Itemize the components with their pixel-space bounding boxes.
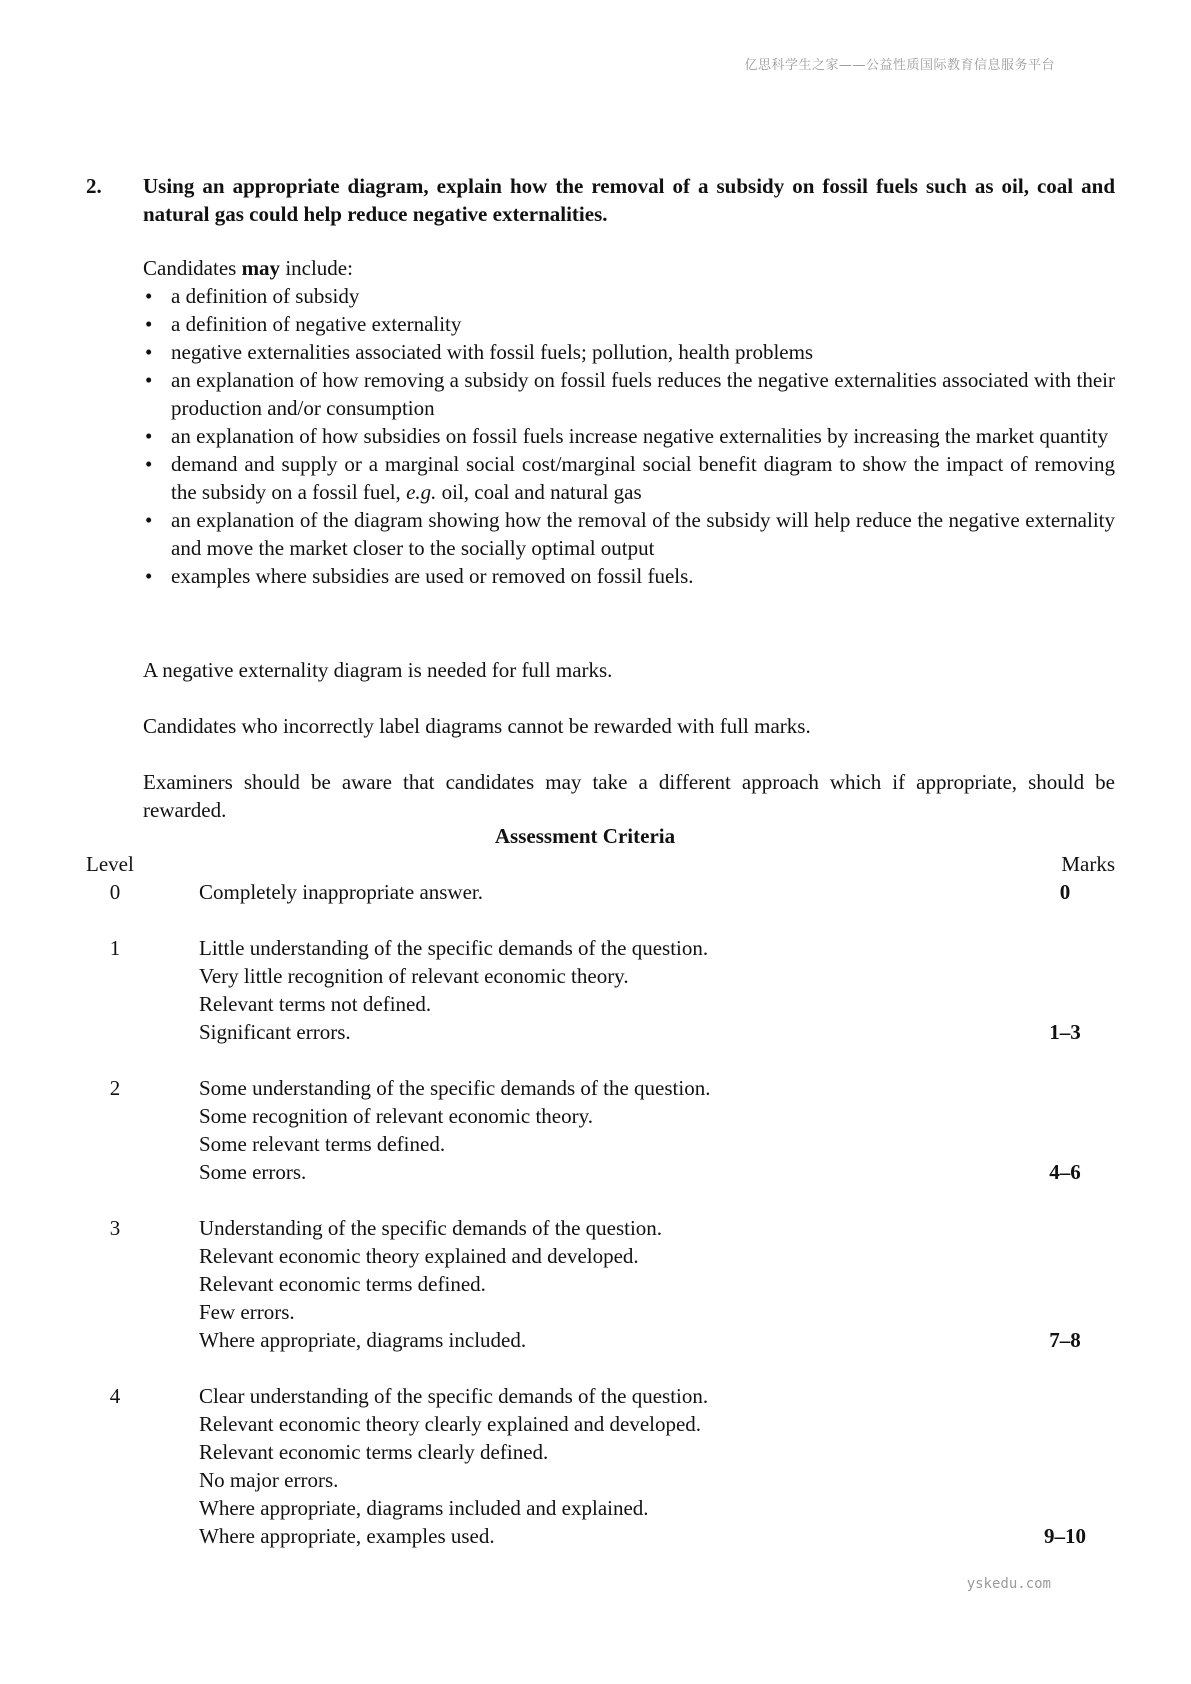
level-number: 1 <box>109 936 121 960</box>
level-line: Some understanding of the specific demands of the question. <box>199 1076 711 1100</box>
level-description <box>199 878 999 906</box>
diagram-bullet-after: oil, coal and natural gas <box>436 480 642 504</box>
level-line: Where appropriate, diagrams included. <box>199 1328 527 1352</box>
level-marks: 4–6 <box>1049 1160 1081 1184</box>
intro-prefix: Candidates <box>143 256 242 280</box>
level-marks: 0 <box>1059 880 1071 904</box>
note-different-approach: Examiners should be aware that candidates may take a different approach which if appropriate, should be rewarded. <box>143 770 1115 822</box>
list-item: • an explanation of the diagram showing how the removal of the subsidy will help reduce the negative externality and move the market closer to the socially optimal output <box>143 506 1115 562</box>
list-item: • a definition of subsidy <box>143 282 1115 310</box>
level-marks: 9–10 <box>1044 1524 1086 1548</box>
level-marks: 1–3 <box>1049 1020 1081 1044</box>
list-item: • negative externalities associated with fossil fuels; pollution, health problems <box>143 338 1115 366</box>
level-line: Some errors. <box>199 1160 307 1184</box>
list-item: • examples where subsidies are used or removed on fossil fuels. <box>143 562 1115 590</box>
diagram-bullet-italic: e.g. <box>406 480 437 504</box>
list-item: • an explanation of how removing a subsidy on fossil fuels reduces the negative externalities associated with their production and/or consumption <box>143 366 1115 422</box>
watermark-header: 亿思科学生之家——公益性质国际教育信息服务平台 <box>744 58 1055 73</box>
level-line: Where appropriate, examples used. <box>199 1524 495 1548</box>
marks-column-header: Marks <box>1061 852 1115 876</box>
level-line: Few errors. <box>199 1300 295 1324</box>
diagram-bullet-before: demand and supply or a marginal social cost/marginal social benefit diagram to show the impact of removing the subsidy on a fossil fuel, <box>171 452 1115 504</box>
level-line: No major errors. <box>199 1468 339 1492</box>
question-number: 2. <box>86 174 102 198</box>
level-line: Significant errors. <box>199 1020 351 1044</box>
level-line: Where appropriate, diagrams included and explained. <box>199 1496 649 1520</box>
level-number: 4 <box>109 1384 121 1408</box>
level-marks: 7–8 <box>1049 1328 1081 1352</box>
intro-suffix: include: <box>280 256 353 280</box>
level-number: 3 <box>109 1216 121 1240</box>
level-line: Little understanding of the specific demands of the question. <box>199 936 709 960</box>
level-description <box>199 1214 999 1354</box>
list-item: • a definition of negative externality <box>143 310 1115 338</box>
level-line: Relevant economic theory clearly explained and developed. <box>199 1412 702 1436</box>
level-line: Some relevant terms defined. <box>199 1132 446 1156</box>
level-line: Relevant economic terms clearly defined. <box>199 1440 549 1464</box>
level-number: 2 <box>109 1076 121 1100</box>
level-description <box>199 1382 999 1550</box>
level-description <box>199 934 999 1046</box>
level-line: Relevant economic theory explained and developed. <box>199 1244 639 1268</box>
level-line: Relevant economic terms defined. <box>199 1272 486 1296</box>
level-line: Relevant terms not defined. <box>199 992 432 1016</box>
level-line: Completely inappropriate answer. <box>199 880 484 904</box>
list-item <box>143 450 1115 506</box>
intro-bold: may <box>241 256 281 280</box>
list-item: • an explanation of how subsidies on fossil fuels increase negative externalities by increasing the market quantity <box>143 422 1115 450</box>
question-text: Using an appropriate diagram, explain how the removal of a subsidy on fossil fuels such as oil, coal and natural gas could help reduce negative externalities. <box>143 174 1115 226</box>
candidates-intro <box>143 254 1115 282</box>
content-bullet-list <box>143 282 1115 590</box>
watermark-footer: yskedu.com <box>966 1576 1051 1592</box>
level-line: Understanding of the specific demands of the question. <box>199 1216 663 1240</box>
level-line: Clear understanding of the specific demands of the question. <box>199 1384 709 1408</box>
level-number: 0 <box>109 880 121 904</box>
level-column-header: Level <box>86 852 134 876</box>
level-line: Some recognition of relevant economic theory. <box>199 1104 594 1128</box>
level-description <box>199 1074 999 1186</box>
level-line: Very little recognition of relevant economic theory. <box>199 964 629 988</box>
assessment-criteria-title: Assessment Criteria <box>494 824 676 848</box>
note-diagram-required: A negative externality diagram is needed for full marks. <box>143 658 613 682</box>
note-incorrect-labels: Candidates who incorrectly label diagrams cannot be rewarded with full marks. <box>143 714 811 738</box>
